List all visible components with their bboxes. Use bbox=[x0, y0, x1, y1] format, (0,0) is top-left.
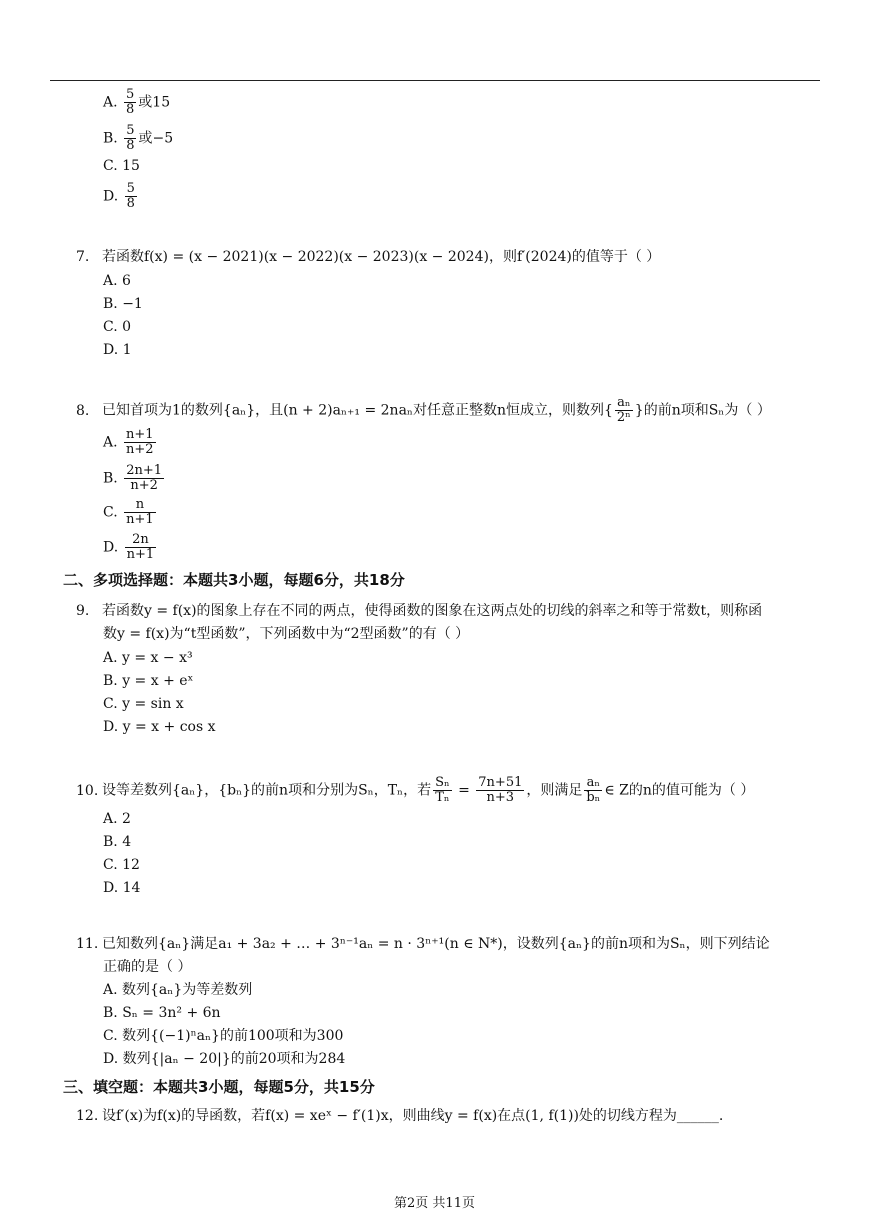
q6-option-d: D. $\frac{5}{8}$ bbox=[103, 181, 135, 211]
q11-option-a: A. 数列{aₙ}为等差数列 bbox=[103, 982, 253, 998]
q9-stem-line2: 数y = f(x)为“t型函数”，下列函数中为“2型函数”的有（ ） bbox=[103, 626, 470, 642]
q10-option-a: A. 2 bbox=[103, 811, 131, 827]
page-footer: 第2页 共11页 bbox=[394, 1196, 475, 1211]
q12-stem: 12. 设f′(x)为f(x)的导函数，若f(x) = xeˣ − f′(1)x，则曲线y = f(x)在点(1, f(1))处的切线方程为______. bbox=[76, 1108, 724, 1124]
q6-option-a: A. $\frac{5}{8}$ 或15 bbox=[103, 87, 171, 117]
q11-option-c: C. 数列{(−1)ⁿaₙ}的前100项和为300 bbox=[103, 1028, 344, 1044]
q8-option-c: C. $\frac{n}{n+1}$ bbox=[103, 497, 154, 527]
header-rule bbox=[50, 80, 820, 81]
q7-option-a: A. 6 bbox=[103, 273, 131, 289]
q10-option-b: B. 4 bbox=[103, 834, 132, 850]
q11-stem-line1: 11. 已知数列{aₙ}满足a₁ + 3a₂ + … + 3ⁿ⁻¹aₙ = n · 3ⁿ⁺¹(n ∈ N*)，设数列{aₙ}的前n项和为Sₙ，则下列结论 bbox=[76, 936, 770, 952]
q10-option-c: C. 12 bbox=[103, 857, 140, 873]
q7-option-b: B. −1 bbox=[103, 296, 143, 312]
q9-stem-line1: 9. 若函数y = f(x)的图象上存在不同的两点，使得函数的图象在这两点处的切线的斜率之和等于常数t，则称函 bbox=[76, 603, 763, 619]
q8-option-b: B. $\frac{2n+1}{n+2}$ bbox=[103, 463, 163, 493]
q8-option-d: D. $\frac{2n}{n+1}$ bbox=[103, 532, 155, 562]
q10-option-d: D. 14 bbox=[103, 880, 141, 896]
section-heading-multiple-choice: 二、多项选择题：本题共3小题，每题6分，共18分 bbox=[63, 571, 405, 589]
q9-option-a: A. y = x − x³ bbox=[103, 650, 193, 666]
q9-option-b: B. y = x + eˣ bbox=[103, 673, 194, 689]
q9-option-d: D. y = x + cos x bbox=[103, 719, 216, 735]
q6-option-b: B. $\frac{5}{8}$ 或−5 bbox=[103, 123, 174, 153]
q8-stem: 8. 已知首项为1的数列{aₙ}，且(n + 2)aₙ₊₁ = 2naₙ对任意正整数n恒成立，则数列{ $\frac{\text{aₙ}}{\text{2ⁿ}}$ }的前n项和Sₙ为（ ） bbox=[76, 395, 771, 425]
q7-option-c: C. 0 bbox=[103, 319, 132, 335]
section-heading-fill-in: 三、填空题：本题共3小题，每题5分，共15分 bbox=[63, 1078, 375, 1096]
q11-option-d: D. 数列{|aₙ − 20|}的前20项和为284 bbox=[103, 1051, 346, 1067]
q7-option-d: D. 1 bbox=[103, 342, 132, 358]
q9-option-c: C. y = sin x bbox=[103, 696, 184, 712]
q11-stem-line2: 正确的是（ ） bbox=[103, 959, 192, 975]
q6-option-c: C. 15 bbox=[103, 158, 140, 174]
q10-stem: 10. 设等差数列{aₙ}，{bₙ}的前n项和分别为Sₙ，Tₙ，若 $\frac{\text{Sₙ}}{\text{Tₙ}}$ = $\frac{7n+51}{n+3}$ ，则满足 $\frac{\text{aₙ}}{\text{bₙ}}$ ∈ Z的n的值可能为（ ） bbox=[76, 775, 755, 805]
q8-option-a: A. $\frac{n+1}{n+2}$ bbox=[103, 427, 154, 457]
q11-option-b: B. Sₙ = 3n² + 6n bbox=[103, 1005, 221, 1021]
q7-stem: 7. 若函数f(x) = (x − 2021)(x − 2022)(x − 2023)(x − 2024)，则f′(2024)的值等于（ ） bbox=[76, 249, 661, 265]
